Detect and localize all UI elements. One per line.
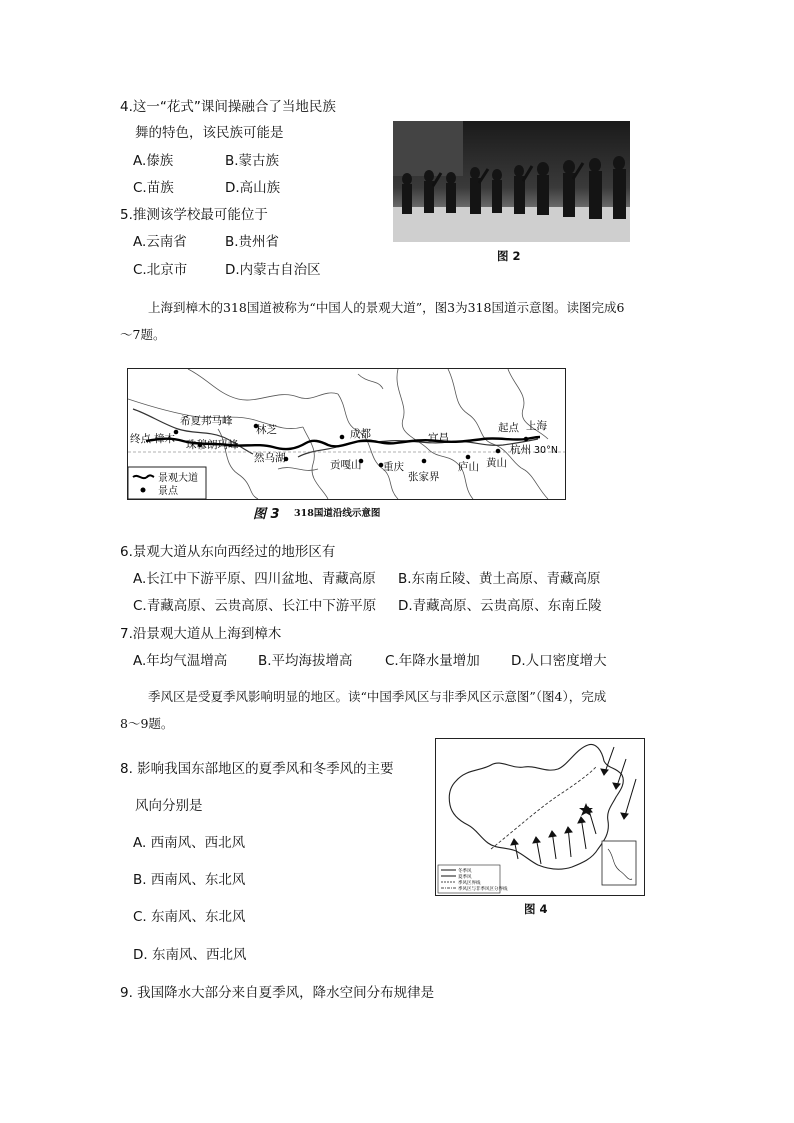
figure-3-caption-text: 318国道沿线示意图: [294, 508, 381, 519]
q8-stem-line2: 风向分别是: [135, 798, 203, 814]
label-end: 终点: [130, 433, 151, 445]
label-hangzhou: 杭州: [510, 444, 531, 456]
legend-winter-monsoon: 冬季风: [458, 869, 472, 874]
label-ranwuhu: 然乌湖: [254, 452, 286, 464]
figure-3-caption-number: 图 3: [253, 507, 280, 522]
figure-4-caption: 图 4: [524, 902, 548, 916]
q6-option-c: C.青藏高原、云贵高原、长江中下游平原: [133, 598, 377, 614]
legend-summer-monsoon: 夏季风: [458, 875, 472, 880]
label-chongqing: 重庆: [383, 461, 404, 473]
q4-option-d: D.高山族: [225, 180, 281, 196]
q5-option-d: D.内蒙古自治区: [225, 262, 321, 278]
label-30n: 30°N: [534, 445, 558, 456]
label-xixiabangma: 希夏邦马峰: [180, 415, 233, 427]
label-shanghai: 上海: [526, 420, 547, 432]
q8-option-b: B. 西南风、东北风: [133, 872, 246, 888]
q6-stem: 6.景观大道从东向西经过的地形区有: [120, 544, 336, 560]
q6-option-d: D.青藏高原、云贵高原、东南丘陵: [398, 598, 602, 614]
legend-monsoon-boundary: 季风区界线: [458, 881, 481, 886]
passage-1-line2: ～7题。: [120, 327, 166, 342]
q8-option-c: C. 东南风、东北风: [133, 909, 246, 925]
figure-3-map: [127, 368, 566, 500]
label-huangshan: 黄山: [486, 457, 507, 469]
q7-option-d: D.人口密度增大: [511, 653, 607, 669]
q6-option-a: A.长江中下游平原、四川盆地、青藏高原: [133, 571, 376, 587]
q4-option-a: A.傣族: [133, 153, 174, 169]
q5-option-c: C.北京市: [133, 262, 188, 278]
label-yichang: 宜昌: [428, 432, 449, 444]
q4-option-c: C.苗族: [133, 180, 174, 196]
q7-option-b: B.平均海拔增高: [258, 653, 353, 669]
passage-2-line2: 8～9题。: [120, 716, 174, 731]
label-start: 起点: [498, 422, 519, 434]
passage-1-line1: 上海到樟木的318国道被称为“中国人的景观大道”，图3为318国道示意图。读图完成6: [148, 300, 625, 315]
q4-stem-line1: 4.这一“花式”课间操融合了当地民族: [120, 99, 336, 115]
legend-road: 景观大道: [158, 473, 198, 484]
q5-option-a: A.云南省: [133, 234, 187, 250]
label-linzhi: 林芝: [256, 424, 277, 436]
q9-stem: 9. 我国降水大部分来自夏季风，降水空间分布规律是: [120, 985, 435, 1001]
q7-option-c: C.年降水量增加: [385, 653, 480, 669]
q7-option-a: A.年均气温增高: [133, 653, 228, 669]
q8-option-d: D. 东南风、西北风: [133, 947, 247, 963]
legend-spot: 景点: [158, 486, 178, 497]
q4-option-b: B.蒙古族: [225, 153, 280, 169]
q5-stem: 5.推测该学校最可能位于: [120, 207, 268, 223]
q8-stem-line1: 8. 影响我国东部地区的夏季风和冬季风的主要: [120, 761, 394, 777]
label-zhangjiajie: 张家界: [408, 471, 440, 483]
q6-option-b: B.东南丘陵、黄土高原、青藏高原: [398, 571, 601, 587]
label-gonggashan: 贡嘎山: [330, 459, 362, 471]
q5-option-b: B.贵州省: [225, 234, 280, 250]
label-zhangmu: 樟木: [154, 433, 175, 445]
figure-2-caption: 图 2: [497, 249, 521, 263]
figure-2-photo: [393, 121, 630, 242]
label-zhumulangma: 珠穆朗玛峰: [186, 439, 239, 451]
q7-stem: 7.沿景观大道从上海到樟木: [120, 626, 282, 642]
label-lushan: 庐山: [458, 461, 479, 473]
figure-4-map: [435, 738, 645, 896]
label-chengdu: 成都: [350, 428, 371, 440]
q4-stem-line2: 舞的特色，该民族可能是: [135, 125, 284, 141]
passage-2-line1: 季风区是受夏季风影响明显的地区。读“中国季风区与非季风区示意图”（图4），完成: [148, 689, 607, 704]
q8-option-a: A. 西南风、西北风: [133, 835, 246, 851]
legend-region-boundary: 季风区与非季风区分界线: [458, 887, 508, 892]
